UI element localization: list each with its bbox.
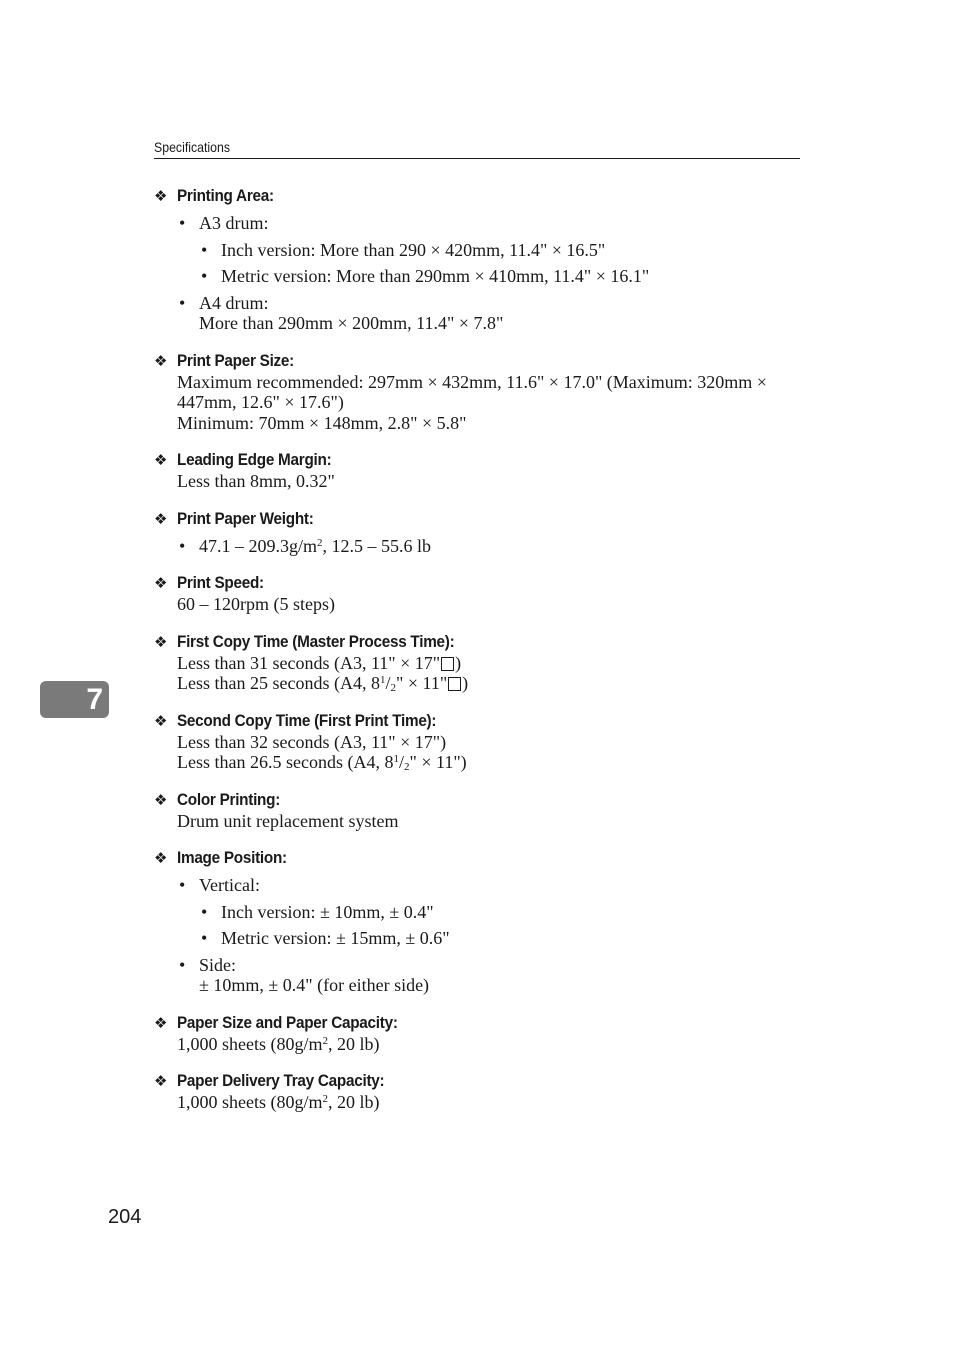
section-title: Print Paper Weight: — [177, 508, 314, 528]
portrait-orientation-icon — [448, 677, 461, 691]
section-title: Paper Size and Paper Capacity: — [177, 1012, 398, 1032]
list-item: • Side: ± 10mm, ± 0.4" (for either side) — [177, 955, 804, 996]
list-item: • Metric version: More than 290mm × 410mm, 11.4" × 16.1" — [199, 266, 804, 287]
section-leading-edge-margin — [154, 449, 804, 492]
section-title: Printing Area: — [177, 186, 274, 205]
diamond-bullet-icon: ❖ — [154, 633, 168, 651]
diamond-bullet-icon: ❖ — [154, 452, 168, 469]
diamond-bullet-icon: ❖ — [154, 352, 168, 370]
spec-value: 60 – 120rpm (5 steps) — [177, 594, 335, 614]
section-printing-area — [154, 185, 804, 334]
spec-value: 1,000 sheets ($80g/m^2$, 20 lb) — [177, 1092, 380, 1112]
diamond-bullet-icon: ❖ — [154, 850, 168, 867]
diamond-bullet-icon: ❖ — [154, 510, 168, 528]
section-title: Color Printing: — [177, 789, 281, 809]
diamond-bullet-icon: ❖ — [154, 188, 168, 205]
spec-content — [154, 185, 804, 1129]
diamond-bullet-icon: ❖ — [154, 1014, 168, 1032]
landscape-orientation-icon — [441, 657, 454, 671]
bullet-list — [177, 213, 804, 334]
section-paper-capacity — [154, 1012, 804, 1055]
spec-value: Drum unit replacement system — [177, 810, 399, 831]
diamond-bullet-icon: ❖ — [154, 791, 168, 809]
diamond-bullet-icon: ❖ — [154, 575, 168, 592]
spec-value: Less than 8mm, 0.32" — [177, 471, 335, 491]
section-title: First Copy Time (Master Process Time): — [177, 631, 455, 651]
section-title: Second Copy Time (First Print Time): — [177, 710, 437, 730]
section-title: Print Paper Size: — [177, 350, 294, 370]
diamond-bullet-icon: ❖ — [154, 712, 168, 730]
spec-value: Less than 26.5 seconds (A4, $8^1/_2$" × 11") — [177, 752, 467, 773]
page-number: 204 — [108, 1206, 142, 1228]
list-item: • A3 drum: • Inch version: More than 290 × 420mm, 11.4" × 16.5" • Metric version: More than 290mm × 410mm, 11.4" × 16.1" — [177, 213, 804, 287]
section-print-speed — [154, 572, 804, 615]
chapter-tab: 7 — [40, 681, 109, 718]
spec-value: Maximum recommended: 297mm × 432mm, 11.6" × 17.0" (Maximum: 320mm × 447mm, 12.6" × 17.6") — [177, 371, 767, 412]
spec-value: Less than 31 seconds (A3, 11" × 17" ) — [177, 652, 462, 673]
section-first-copy-time — [154, 631, 804, 694]
running-header: Specifications — [154, 139, 231, 155]
section-second-copy-time — [154, 710, 804, 773]
section-title: Paper Delivery Tray Capacity: — [177, 1071, 385, 1090]
section-print-paper-size — [154, 350, 804, 434]
list-item: • $47.1 - 209.3g/m^2$, 12.5 – 55.6 lb — [177, 536, 804, 557]
diamond-bullet-icon: ❖ — [154, 1073, 168, 1090]
header-rule — [154, 158, 800, 159]
list-item: • Vertical: • Inch version: ± 10mm, ± 0.4" • Metric version: ± 15mm, ± 0.6" — [177, 875, 804, 949]
spec-value: Minimum: 70mm × 148mm, 2.8" × 5.8" — [177, 412, 467, 433]
list-item: • Metric version: ± 15mm, ± 0.6" — [199, 928, 804, 949]
spec-value: 1,000 sheets ($80g/m^2$, 20 lb) — [177, 1033, 380, 1054]
section-title: Print Speed: — [177, 573, 264, 592]
section-image-position — [154, 847, 804, 996]
section-color-printing — [154, 789, 804, 832]
section-delivery-tray-capacity — [154, 1070, 804, 1113]
list-item: • A4 drum: More than 290mm × 200mm, 11.4" × 7.8" — [177, 293, 804, 334]
spec-value: Less than 32 seconds (A3, 11" × 17") — [177, 731, 447, 752]
section-title: Leading Edge Margin: — [177, 450, 332, 469]
section-title: Image Position: — [177, 848, 287, 867]
section-print-paper-weight — [154, 508, 804, 557]
list-item: • Inch version: ± 10mm, ± 0.4" — [199, 902, 804, 923]
list-item: • Inch version: More than 290 × 420mm, 11.4" × 16.5" — [199, 240, 804, 261]
spec-value: Less than 25 seconds (A4, $8^1/_2$" × 11" ) — [177, 673, 469, 694]
